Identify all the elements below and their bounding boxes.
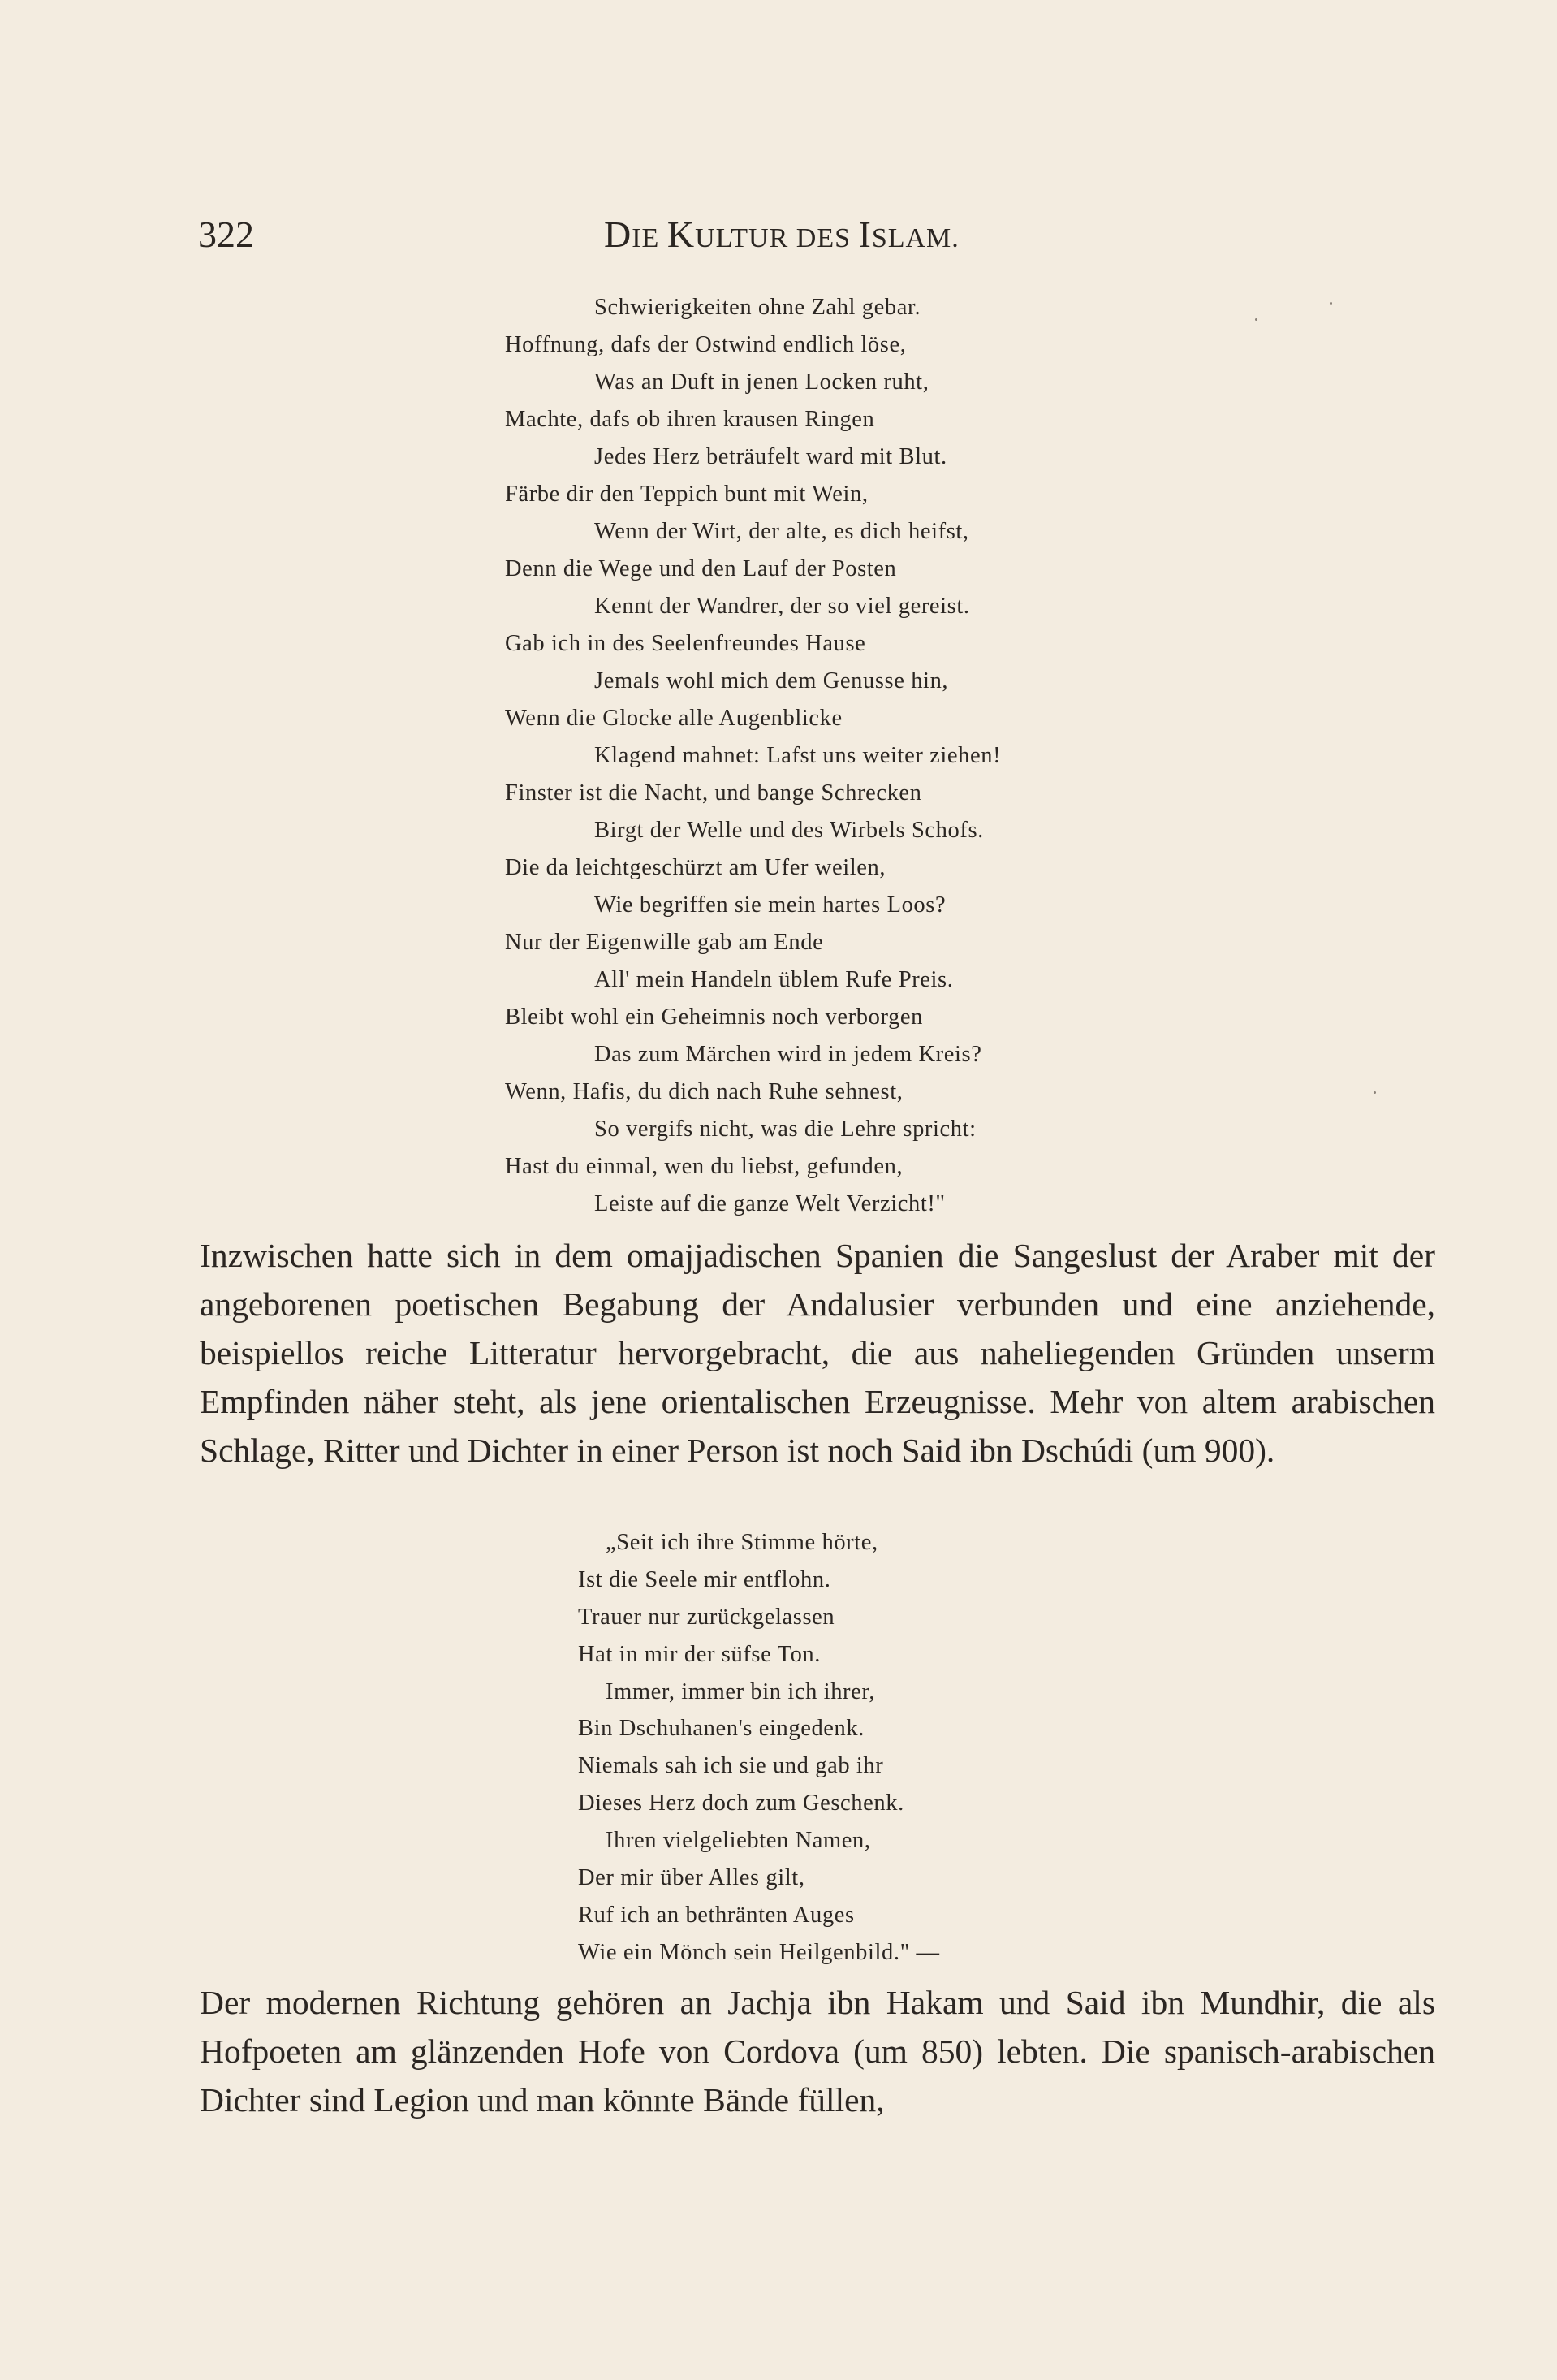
title-initial-1: D	[604, 214, 632, 255]
poem-said-ibn-dschudi	[578, 1524, 940, 1972]
print-speck	[1330, 302, 1332, 305]
title-rest-1: IE	[632, 223, 667, 253]
verse-line: Ihren vielgeliebten Namen,	[606, 1828, 871, 1854]
verse-line: „Seit ich ihre Stimme hörte,	[606, 1530, 878, 1555]
verse-line: Machte, dafs ob ihren krausen Ringen	[505, 407, 875, 432]
print-speck	[1374, 1091, 1376, 1094]
page-number: 322	[198, 214, 254, 255]
verse-line: All' mein Handeln üblem Rufe Preis.	[594, 967, 954, 992]
verse-line: Trauer nur zurückgelassen	[578, 1604, 835, 1630]
verse-line: Was an Duft in jenen Locken ruht,	[594, 369, 929, 395]
verse-line: Niemals sah ich sie und gab ihr	[578, 1753, 884, 1779]
poem-hafis	[505, 289, 1001, 1223]
verse-line: Wenn, Hafis, du dich nach Ruhe sehnest,	[505, 1079, 904, 1104]
running-header	[198, 213, 1432, 261]
title-initial-2: K	[666, 214, 696, 255]
verse-line: Kennt der Wandrer, der so viel gereist.	[594, 594, 970, 619]
verse-line: Hoffnung, dafs der Ostwind endlich löse,	[505, 332, 907, 357]
verse-line: Immer, immer bin ich ihrer,	[606, 1678, 876, 1704]
verse-line: Wenn der Wirt, der alte, es dich heifst,	[594, 519, 969, 544]
title-initial-3: I	[858, 214, 872, 255]
title-rest-2: ULTUR DES	[695, 223, 859, 253]
verse-line: Ruf ich an bethränten Auges	[578, 1902, 855, 1928]
body-paragraph: Inzwischen hatte sich in dem omajjadischen Spanien die Sangeslust der Araber mit der angeborenen poetischen Begabung der Andalusier verbunden und eine anziehende, beispiellos reiche Litteratur hervorgebracht, die aus naheliegenden Gründen unserm Empfinden näher steht, als jene orientalischen Erzeugnisse. Mehr von altem arabischen Schlage, Ritter und Dichter in einer Person ist noch Said ibn Dschúdi (um 900).	[200, 1237, 1435, 1469]
verse-line: Bin Dschuhanen's eingedenk.	[578, 1716, 865, 1742]
verse-line: Leiste auf die ganze Welt Verzicht!"	[594, 1191, 946, 1216]
verse-line: Die da leichtgeschürzt am Ufer weilen,	[505, 855, 886, 880]
body-paragraph: Der modernen Richtung gehören an Jachja ibn Hakam und Said ibn Mundhir, die als Hofpoeten am glänzenden Hofe von Cordova (um 850) lebten. Die spanisch-arabischen Dichter sind Legion und man könnte Bände füllen,	[200, 1984, 1435, 2119]
verse-line: Das zum Märchen wird in jedem Kreis?	[594, 1042, 982, 1067]
title-rest-3: SLAM.	[871, 223, 960, 253]
running-title	[604, 213, 960, 256]
print-speck	[1255, 318, 1257, 321]
verse-line: Klagend mahnet: Lafst uns weiter ziehen!	[594, 743, 1002, 768]
verse-line: Wenn die Glocke alle Augenblicke	[505, 706, 843, 731]
verse-line: Hast du einmal, wen du liebst, gefunden,	[505, 1154, 904, 1179]
verse-line: Gab ich in des Seelenfreundes Hause	[505, 631, 866, 656]
verse-line: Schwierigkeiten ohne Zahl gebar.	[594, 295, 921, 320]
verse-line: Der mir über Alles gilt,	[578, 1865, 805, 1891]
verse-line: Ist die Seele mir entflohn.	[578, 1566, 831, 1592]
verse-line: Wie ein Mönch sein Heilgenbild." —	[578, 1939, 940, 1965]
verse-line: Nur der Eigenwille gab am Ende	[505, 930, 824, 955]
verse-line: Denn die Wege und den Lauf der Posten	[505, 556, 897, 581]
verse-line: So vergifs nicht, was die Lehre spricht:	[594, 1117, 977, 1142]
verse-line: Jemals wohl mich dem Genusse hin,	[594, 668, 949, 693]
verse-line: Hat in mir der süfse Ton.	[578, 1641, 822, 1667]
verse-line: Färbe dir den Teppich bunt mit Wein,	[505, 482, 869, 507]
verse-line: Wie begriffen sie mein hartes Loos?	[594, 892, 947, 918]
verse-line: Jedes Herz beträufelt ward mit Blut.	[594, 444, 947, 469]
verse-line: Birgt der Welle und des Wirbels Schofs.	[594, 818, 984, 843]
verse-line: Finster ist die Nacht, und bange Schrecken	[505, 780, 922, 806]
verse-line: Dieses Herz doch zum Geschenk.	[578, 1790, 904, 1816]
verse-line: Bleibt wohl ein Geheimnis noch verborgen	[505, 1004, 923, 1030]
